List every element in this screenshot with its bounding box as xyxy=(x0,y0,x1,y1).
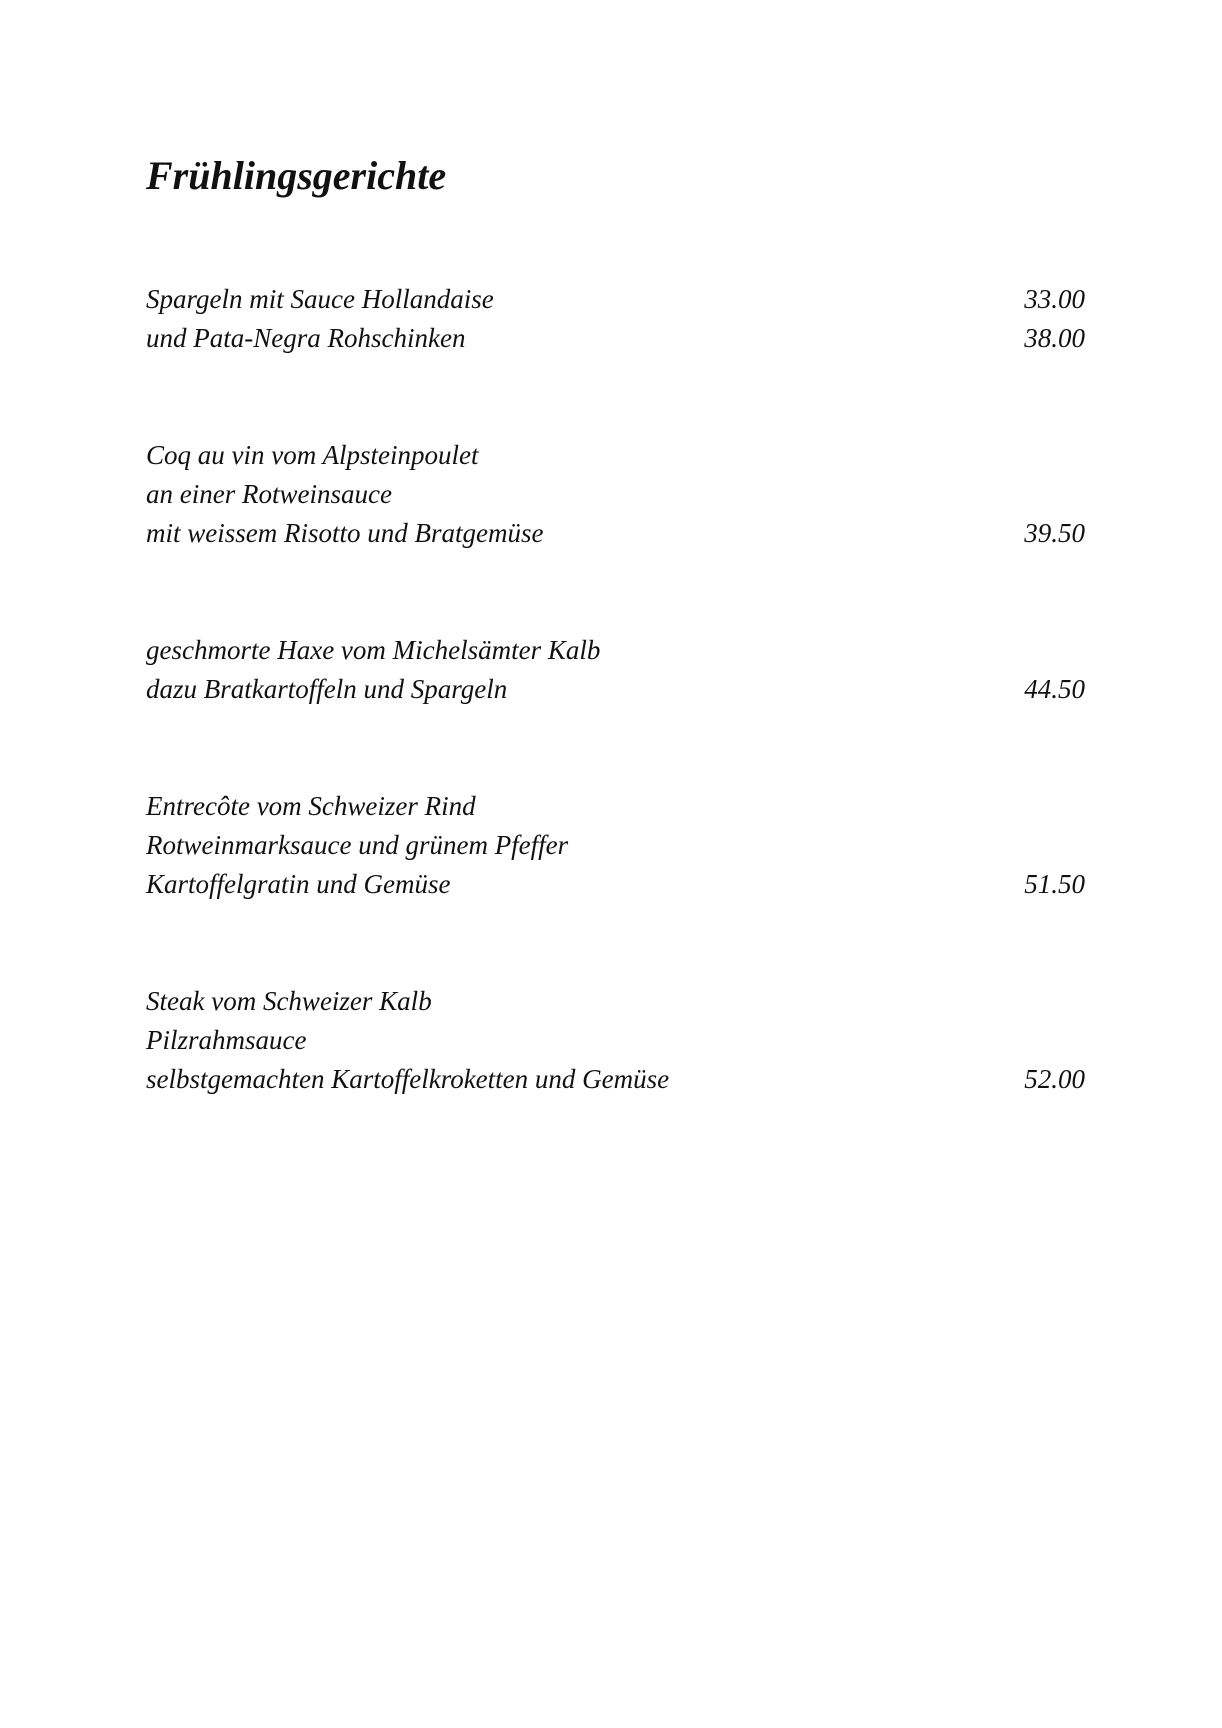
dish-line xyxy=(146,1060,1085,1099)
dish-line xyxy=(146,514,1085,553)
dish-description: Rotweinmarksauce und grünem Pfeffer xyxy=(146,830,569,860)
dish-description: geschmorte Haxe vom Michelsämter Kalb xyxy=(146,635,601,665)
dish-entrecote xyxy=(146,787,1085,904)
dish-kalbshaxe xyxy=(146,631,1085,709)
dish-price: 38.00 xyxy=(1024,323,1085,353)
dish-description: mit weissem Risotto und Bratgemüse xyxy=(146,518,544,548)
dish-price: 33.00 xyxy=(1024,284,1085,314)
dish-description: Steak vom Schweizer Kalb xyxy=(146,986,432,1016)
dish-price: 44.50 xyxy=(1024,674,1085,704)
dish-description: Pilzrahmsauce xyxy=(146,1025,307,1055)
page-title: Frühlingsgerichte xyxy=(146,153,447,198)
dish-line xyxy=(146,865,1085,904)
dish-line xyxy=(146,826,1085,865)
dish-description: an einer Rotweinsauce xyxy=(146,479,392,509)
dish-line xyxy=(146,475,1085,514)
dish-price: 39.50 xyxy=(1024,518,1085,548)
dish-price: 51.50 xyxy=(1024,869,1085,899)
dish-line xyxy=(146,982,1085,1021)
dish-price: 52.00 xyxy=(1024,1064,1085,1094)
dish-spargeln xyxy=(146,280,1085,358)
dish-description: dazu Bratkartoffeln und Spargeln xyxy=(146,674,508,704)
dish-line xyxy=(146,631,1085,670)
dish-description: Spargeln mit Sauce Hollandaise xyxy=(146,284,494,314)
dish-description: Entrecôte vom Schweizer Rind xyxy=(146,791,476,821)
dish-description: Kartoffelgratin und Gemüse xyxy=(146,869,451,899)
dish-line xyxy=(146,436,1085,475)
dish-line xyxy=(146,319,1085,358)
dish-description: selbstgemachten Kartoffelkroketten und Gemüse xyxy=(146,1064,670,1094)
dish-kalbssteak xyxy=(146,982,1085,1099)
dish-line xyxy=(146,280,1085,319)
dish-coq-au-vin xyxy=(146,436,1085,553)
dish-line xyxy=(146,1021,1085,1060)
dish-line xyxy=(146,670,1085,709)
dish-description: Coq au vin vom Alpsteinpoulet xyxy=(146,440,479,470)
dish-description: und Pata-Negra Rohschinken xyxy=(146,323,466,353)
dish-line xyxy=(146,787,1085,826)
